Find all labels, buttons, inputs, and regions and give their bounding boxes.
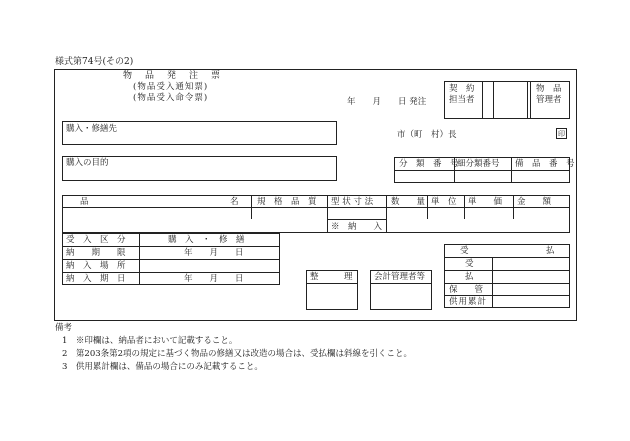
classification-number-label: 分 類 番 号	[399, 159, 459, 169]
goods-manager-label-2: 管理者	[536, 95, 562, 105]
items-header-shape: 型 状 寸 法	[331, 197, 374, 207]
delivery-place-label: 納 入 場 所	[66, 261, 126, 271]
seal-mark: 印	[558, 129, 565, 138]
contract-officer-label-1: 契 約	[449, 84, 475, 94]
items-header-unit: 単 位	[431, 197, 457, 207]
accountant-label: 会計管理者等	[374, 272, 426, 282]
adjustment-label: 整 理	[310, 272, 353, 282]
items-header-unit-price: 単 価	[468, 197, 503, 207]
sub-classification-number-label: 細分類番号	[457, 159, 500, 169]
items-header-name-right: 名	[230, 197, 239, 207]
mayor-label: 市（町 村）長	[397, 130, 457, 140]
form-subtitle-2: (物品受入命令票)	[133, 93, 209, 103]
form-title: 物 品 発 注 票	[123, 71, 223, 81]
receive-label: 受	[465, 259, 474, 269]
items-header-amount: 金 額	[517, 197, 552, 207]
receipt-category-label: 受 入 区 分	[66, 235, 126, 245]
goods-number-label: 備 品 番 号	[515, 159, 575, 169]
items-header-spec: 規 格 品 質	[257, 197, 317, 207]
order-date: 年 月 日 発注	[347, 97, 427, 107]
purchase-destination-label: 購入・修繕先	[66, 124, 118, 134]
delivery-date-value: 年 月 日	[184, 274, 244, 284]
delivery-deadline-label: 納 期 限	[66, 248, 126, 258]
cumulative-use-label: 供用累計	[449, 297, 488, 307]
contract-officer-label-2: 担当者	[449, 95, 475, 105]
pay-label: 払	[465, 272, 474, 282]
receipt-stamp-label: ※ 納 入	[331, 222, 383, 232]
form-number: 様式第74号(その2)	[55, 57, 134, 67]
storage-label: 保 管	[449, 285, 484, 295]
delivery-date-label: 納 入 期 日	[66, 274, 126, 284]
note-1: 1 ※印欄は、納品者において記載すること。	[62, 336, 238, 346]
items-header-quantity: 数 量	[391, 197, 426, 207]
receive-header-left: 受	[460, 246, 469, 256]
notes-title: 備考	[55, 323, 73, 333]
receipt-category-value: 購 入 ・ 修 繕	[168, 235, 245, 245]
purchase-purpose-label: 購入の目的	[66, 158, 109, 168]
note-3: 3 供用累計欄は、備品の場合にのみ記載すること。	[62, 362, 263, 372]
delivery-deadline-value: 年 月 日	[184, 248, 244, 258]
receive-header-right: 払	[546, 246, 555, 256]
items-header-name-left: 品	[80, 197, 89, 207]
goods-manager-label-1: 物 品	[536, 84, 562, 94]
form-subtitle-1: (物品受入通知票)	[133, 82, 209, 92]
note-2: 2 第203条第2項の規定に基づく物品の修繕又は改造の場合は、受払欄は斜線を引くこと。	[62, 349, 413, 359]
